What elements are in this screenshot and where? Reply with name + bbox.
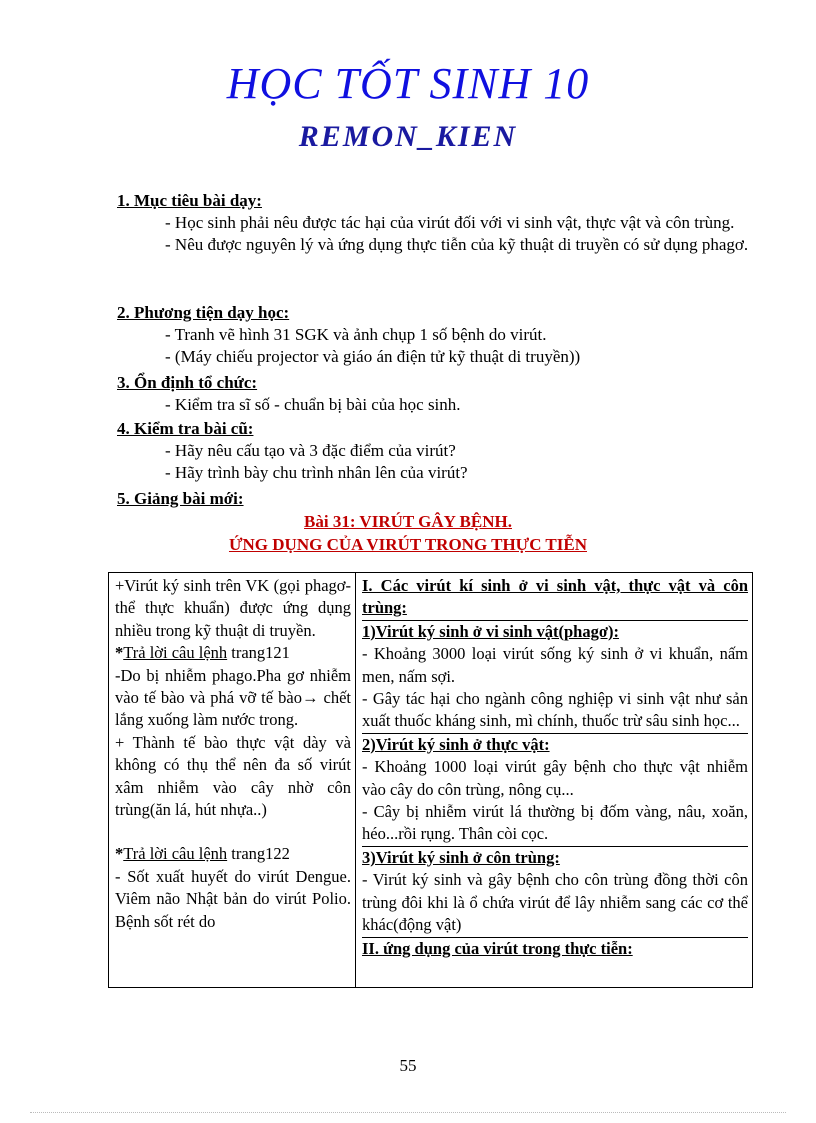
newlesson-heading: 5. Giảng bài mới: — [117, 489, 244, 508]
organization-item: - Kiểm tra sĩ số - chuẩn bị bài của học sinh. — [165, 395, 461, 414]
lesson-title-line1: Bài 31: VIRÚT GÂY BỆNH. — [304, 512, 512, 531]
section-heading: II. ứng dụng của virút trong thực tiễn: — [362, 938, 633, 958]
objectives-section — [117, 190, 777, 256]
organization-heading: 3. Ổn định tổ chức: — [117, 373, 258, 392]
newlesson-section — [117, 488, 777, 510]
left-paragraph: - Sốt xuất huyết do virút Dengue. Viêm não Nhật bản do virút Polio. Bệnh sốt rét do — [115, 866, 351, 931]
means-section — [117, 302, 777, 368]
left-paragraph: + Thành tế bào thực vật dày và không có thụ thể nên đa số virút xâm nhiễm vào cây nhờ côn trùng(ăn lá, hút nhựa..) — [115, 732, 351, 820]
review-section — [117, 418, 777, 484]
subsection-heading: 3)Virút ký sinh ở côn trùng: — [362, 847, 560, 867]
right-column — [356, 573, 753, 988]
right-paragraph: - Gây tác hại cho ngành công nghiệp vi sinh vật như sản xuất thuốc kháng sinh, mì chính, thuốc trừ sâu sinh học... — [362, 688, 748, 734]
arrow-symbol: → — [301, 688, 319, 708]
lesson-title-line2: ỨNG DỤNG CỦA VIRÚT TRONG THỰC TIỄN — [228, 535, 587, 554]
right-paragraph: - Khoảng 1000 loại virút gây bệnh cho thực vật nhiễm vào cây do côn trùng, nông cụ... — [362, 757, 748, 799]
means-item: - (Máy chiếu projector và giáo án điện tử kỹ thuật di truyền)) — [165, 347, 581, 366]
footer-divider — [30, 1112, 786, 1113]
objective-item: - Nêu được nguyên lý và ứng dụng thực tiễn của kỹ thuật di truyền có sử dụng phagơ. — [165, 235, 749, 254]
author-signature: REMON_KIEN — [298, 120, 518, 153]
means-item: - Tranh vẽ hình 31 SGK và ảnh chụp 1 số bệnh do virút. — [165, 325, 547, 344]
right-paragraph: - Cây bị nhiễm virút lá thường bị đốm vàng, nâu, xoăn, héo...rồi rụng. Thân còi cọc. — [362, 801, 748, 847]
lesson-table — [108, 572, 753, 988]
right-paragraph: - Virút ký sinh và gây bệnh cho côn trùng đồng thời côn trùng đôi khi là ổ chứa virút để lây nhiễm sang các cơ thể khác(động vật) — [362, 869, 748, 937]
subsection-heading: 2)Virút ký sinh ở thực vật: — [362, 734, 550, 754]
review-item: - Hãy nêu cấu tạo và 3 đặc điểm của virút? — [165, 441, 456, 460]
objective-item: - Học sinh phải nêu được tác hại của virút đối với vi sinh vật, thực vật và côn trùng. — [165, 213, 735, 232]
means-heading: 2. Phương tiện dạy học: — [117, 303, 290, 322]
review-heading: 4. Kiểm tra bài cũ: — [117, 419, 254, 438]
section-heading: I. Các virút kí sinh ở vi sinh vật, thực vật và côn trùng: — [362, 575, 748, 621]
page-number: 55 — [399, 1056, 417, 1075]
left-column — [109, 573, 356, 988]
document-title: HỌC TỐT SINH 10 — [226, 59, 590, 108]
organization-section — [117, 372, 777, 416]
right-paragraph: - Khoảng 3000 loại virút sống ký sinh ở vi khuẩn, nấm men, nấm sợi. — [362, 644, 748, 686]
review-item: - Hãy trình bày chu trình nhân lên của virút? — [165, 463, 468, 482]
left-paragraph: +Virút ký sinh trên VK (gọi phagơ-thể thực khuẩn) được ứng dụng nhiều trong kỹ thuật di truyền. — [115, 576, 351, 640]
left-question: *Trả lời câu lệnh trang121 — [115, 643, 290, 663]
left-paragraph: -Do bị nhiễm phago.Pha gơ nhiễm vào tế bào và phá vỡ tế bào→ chết lắng xuống làm nước trong. — [115, 665, 351, 730]
left-question: *Trả lời câu lệnh trang122 — [115, 844, 290, 864]
subsection-heading: 1)Virút ký sinh ở vi sinh vật(phagơ): — [362, 621, 619, 641]
objectives-heading: 1. Mục tiêu bài dạy: — [117, 191, 262, 210]
